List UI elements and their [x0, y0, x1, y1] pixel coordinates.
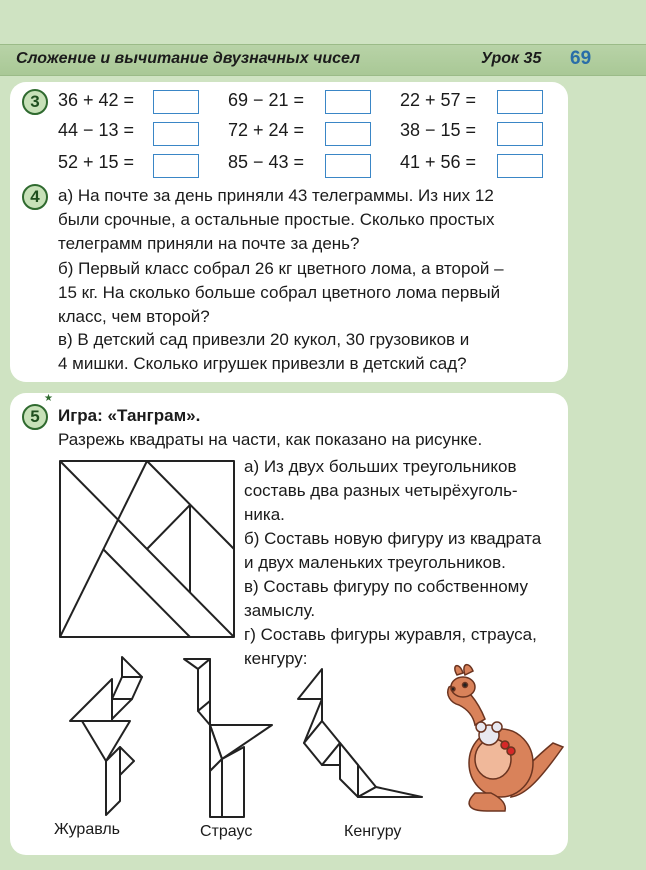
equation: 38 − 15 = [400, 120, 477, 140]
answer-box[interactable] [153, 154, 199, 178]
tangram-line [147, 505, 190, 549]
answer-box[interactable] [497, 154, 543, 178]
problem-b-line: класс, чем второй? [58, 307, 210, 326]
equation: 36 + 42 = [58, 90, 135, 110]
instruction-line: а) Из двух больших треугольников [244, 457, 517, 476]
crane-label: Журавль [54, 821, 121, 838]
task-3-number: 3 [22, 89, 48, 115]
answer-box[interactable] [325, 122, 371, 146]
equation: 44 − 13 = [58, 120, 135, 140]
ostrich-label: Страус [200, 823, 253, 840]
kangaroo-illustration [435, 663, 567, 819]
answer-box[interactable] [325, 90, 371, 114]
equation: 69 − 21 = [228, 90, 305, 110]
page-number: 69 [570, 48, 592, 69]
problem-b-line: б) Первый класс собрал 26 кг цветного лома, а второй – [58, 259, 504, 278]
ostrich-figure [182, 651, 282, 821]
kangaroo-label: Кенгуру [344, 823, 402, 840]
problem-b-line: 15 кг. На сколько больше собрал цветного лома первый [58, 283, 501, 302]
instruction-line: в) Составь фигуру по собственному [244, 577, 529, 596]
task-5-number: 5 [22, 404, 48, 430]
problem-c [58, 328, 469, 376]
answer-box[interactable] [325, 154, 371, 178]
game-instructions [244, 455, 564, 671]
lesson-label: Урок 35 [481, 50, 542, 67]
instruction-line: кенгуру: [244, 649, 308, 668]
game-intro: Разрежь квадраты на части, как показано на рисунке. [58, 430, 483, 449]
instruction-line: замыслу. [244, 601, 316, 620]
answer-box[interactable] [497, 90, 543, 114]
kangaroo-figure [296, 663, 426, 823]
instruction-line: б) Составь новую фигуру из квадрата [244, 529, 542, 548]
problem-a-line: телеграмм приняли на почте за день? [58, 234, 360, 253]
crane-figure [60, 651, 170, 821]
instruction-line: составь два разных четырёхуголь- [244, 481, 518, 500]
tangram-square-diagram [58, 459, 236, 639]
answer-box[interactable] [497, 122, 543, 146]
task-panel-3-4 [10, 82, 568, 382]
game-title: Игра: «Танграм». [58, 406, 201, 425]
problem-a-line: а) На почте за день приняли 43 телеграммы. Из них 12 [58, 186, 494, 205]
task-panel-5 [10, 393, 568, 855]
star-icon: ★ [44, 393, 53, 404]
equation: 22 + 57 = [400, 90, 477, 110]
instruction-line: ника. [244, 505, 285, 524]
equation: 52 + 15 = [58, 152, 135, 172]
answer-box[interactable] [153, 90, 199, 114]
page-header [0, 44, 646, 76]
equation: 41 + 56 = [400, 152, 477, 172]
problem-a-line: были срочные, а остальные простые. Сколько простых [58, 210, 495, 229]
problem-c-line: 4 мишки. Сколько игрушек привезли в детский сад? [58, 354, 467, 373]
instruction-line: и двух маленьких треугольников. [244, 553, 506, 572]
tangram-line [103, 549, 190, 637]
equation: 72 + 24 = [228, 120, 305, 140]
answer-box[interactable] [153, 122, 199, 146]
problem-b [58, 257, 504, 329]
problem-c-line: в) В детский сад привезли 20 кукол, 30 грузовиков и [58, 330, 470, 349]
topic-title: Сложение и вычитание двузначных чисел [16, 50, 361, 67]
problem-a [58, 184, 494, 256]
task-4-number: 4 [22, 184, 48, 210]
equation: 85 − 43 = [228, 152, 305, 172]
instruction-line: г) Составь фигуры журавля, страуса, [244, 625, 537, 644]
